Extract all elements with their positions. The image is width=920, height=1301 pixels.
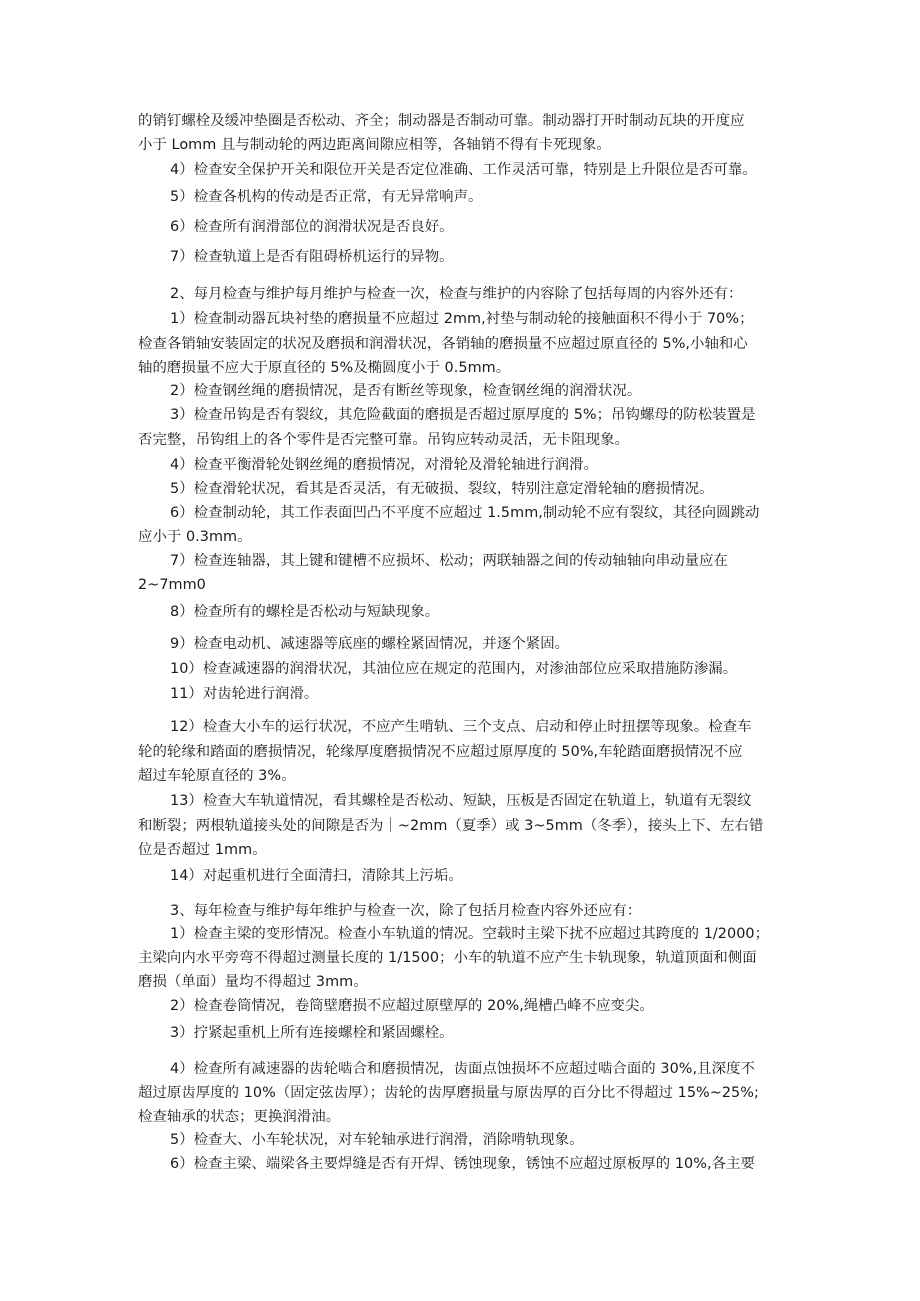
text-line: 13）检查大车轨道情况，看其螺栓是否松动、短缺，压板是否固定在轨道上，轨道有无裂纹 — [170, 793, 752, 809]
text-line: 8）检查所有的螺栓是否松动与短缺现象。 — [170, 604, 440, 620]
text-line: 磨损（单面）量均不得超过 3mm。 — [138, 974, 368, 990]
text-line: 2~7mm0 — [138, 577, 206, 593]
text-line: 14）对起重机进行全面清扫，清除其上污垢。 — [170, 868, 463, 884]
text-line: 1）检查制动器瓦块衬垫的磨损量不应超过 2mm,衬垫与制动轮的接触面积不得小于 70%； — [170, 311, 754, 327]
text-line: 和断裂；两根轨道接头处的间隙是否为｜~2mm（夏季）或 3~5mm（冬季），接头上下、左右错 — [138, 818, 764, 834]
text-line: 2）检查钢丝绳的磨损情况，是否有断丝等现象，检查钢丝绳的润滑状况。 — [170, 383, 642, 399]
text-line: 2）检查卷筒情况，卷筒壁磨损不应超过原壁厚的 20%,绳槽凸峰不应变尖。 — [170, 998, 654, 1014]
text-line: 6）检查制动轮，其工作表面凹凸不平度不应超过 1.5mm,制动轮不应有裂纹，其径向圆跳动 — [170, 505, 760, 521]
text-line: 应小于 0.3mm。 — [138, 529, 252, 545]
text-line: 2、每月检查与维护每月维护与检查一次，检查与维护的内容除了包括每周的内容外还有： — [170, 286, 743, 302]
text-line: 的销钉螺栓及缓冲垫圈是否松动、齐全；制动器是否制动可靠。制动器打开时制动瓦块的开度应 — [138, 113, 745, 129]
text-line: 检查各销轴安装固定的状况及磨损和润滑状况，各销轴的磨损量不应超过原直径的 5%,小轴和心 — [138, 336, 748, 352]
text-line: 否完整，吊钩组上的各个零件是否完整可靠。吊钩应转动灵活，无卡阻现象。 — [138, 432, 629, 448]
text-line: 检查轴承的状态；更换润滑油。 — [138, 1109, 341, 1125]
text-line: 5）检查各机构的传动是否正常，有无异常响声。 — [170, 189, 483, 205]
text-line: 4）检查平衡滑轮处钢丝绳的磨损情况，对滑轮及滑轮轴进行润滑。 — [170, 457, 598, 473]
text-line: 6）检查所有润滑部位的润滑状况是否良好。 — [170, 219, 454, 235]
text-line: 轴的磨损量不应大于原直径的 5%及椭圆度小于 0.5mm。 — [138, 360, 511, 376]
text-line: 超过车轮原直径的 3%。 — [138, 768, 296, 784]
text-line: 9）检查电动机、减速器等底座的螺栓紧固情况，并逐个紧固。 — [170, 636, 570, 652]
text-line: 3、每年检查与维护每年维护与检查一次，除了包括月检查内容外还应有： — [170, 903, 642, 919]
text-line: 1）检查主梁的变形情况。检查小车轨道的情况。空载时主梁下扰不应超过其跨度的 1/2000； — [170, 926, 770, 942]
text-line: 超过原齿厚度的 10%（固定弦齿厚）；齿轮的齿厚磨损量与原齿厚的百分比不得超过 15%~25%; — [138, 1085, 759, 1101]
text-line: 11）对齿轮进行润滑。 — [170, 686, 319, 702]
text-line: 7）检查轨道上是否有阻碍桥机运行的异物。 — [170, 249, 454, 265]
text-line: 3）拧紧起重机上所有连接螺栓和紧固螺栓。 — [170, 1025, 454, 1041]
text-line: 6）检查主梁、端梁各主要焊缝是否有开焊、锈蚀现象，锈蚀不应超过原板厚的 10%,各主要 — [170, 1156, 755, 1172]
text-line: 7）检查连轴器，其上键和键槽不应损坏、松动；两联轴器之间的传动轴轴向串动量应在 — [170, 553, 728, 569]
text-line: 12）检查大小车的运行状况，不应产生啃轨、三个支点、启动和停止时扭摆等现象。检查车 — [170, 719, 752, 735]
text-line: 小于 Lomm 且与制动轮的两边距离间隙应相等，各轴销不得有卡死现象。 — [138, 137, 611, 153]
text-line: 5）检查滑轮状况，看其是否灵活，有无破损、裂纹，特别注意定滑轮轴的磨损情况。 — [170, 481, 714, 497]
text-line: 4）检查安全保护开关和限位开关是否定位准确、工作灵活可靠，特别是上升限位是否可靠。 — [170, 162, 757, 178]
text-line: 轮的轮缘和踏面的磨损情况，轮缘厚度磨损情况不应超过原厚度的 50%,车轮踏面磨损情况不应 — [138, 744, 743, 760]
text-line: 主梁向内水平旁弯不得超过测量长度的 1/1500；小车的轨道不应产生卡轨现象，轨道顶面和侧面 — [138, 950, 757, 966]
text-line: 4）检查所有减速器的齿轮啮合和磨损情况，齿面点蚀损坏不应超过啮合面的 30%,且深度不 — [170, 1061, 755, 1077]
text-line: 3）检查吊钩是否有裂纹，其危险截面的磨损是否超过原厚度的 5%；吊钩螺母的防松装置是 — [170, 407, 756, 423]
text-line: 5）检查大、小车轮状况，对车轮轴承进行润滑，消除啃轨现象。 — [170, 1132, 584, 1148]
text-line: 10）检查减速器的润滑状况，其油位应在规定的范围内，对渗油部位应采取措施防渗漏。 — [170, 661, 738, 677]
text-line: 位是否超过 1mm。 — [138, 842, 267, 858]
